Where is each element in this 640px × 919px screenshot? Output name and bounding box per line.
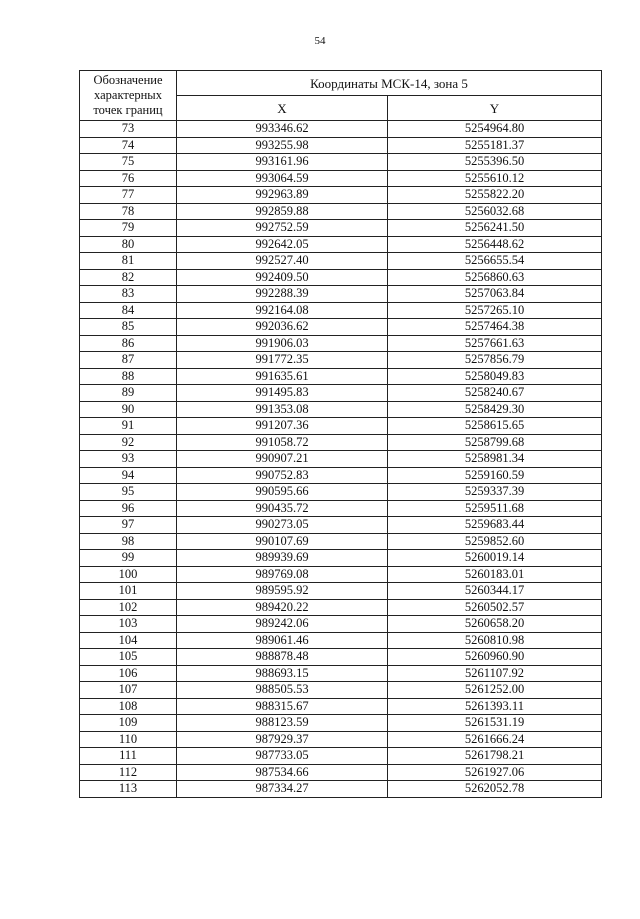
point-cell: 103 [80,616,177,633]
coordinates-table [79,70,602,798]
point-cell: 93 [80,451,177,468]
table-row [80,698,602,715]
table-row [80,616,602,633]
table-row [80,253,602,270]
point-cell: 79 [80,220,177,237]
x-coordinate-cell: 987534.66 [177,764,388,781]
point-cell: 113 [80,781,177,798]
x-coordinate-cell: 991635.61 [177,368,388,385]
point-cell: 104 [80,632,177,649]
x-coordinate-cell: 991495.83 [177,385,388,402]
table-row [80,599,602,616]
x-coordinate-cell: 993346.62 [177,121,388,138]
x-column-header: X [177,96,388,121]
x-coordinate-cell: 989420.22 [177,599,388,616]
y-coordinate-cell: 5255610.12 [388,170,602,187]
point-cell: 86 [80,335,177,352]
y-coordinate-cell: 5260960.90 [388,649,602,666]
x-coordinate-cell: 991906.03 [177,335,388,352]
y-coordinate-cell: 5261798.21 [388,748,602,765]
point-cell: 105 [80,649,177,666]
table-row [80,451,602,468]
y-coordinate-cell: 5257661.63 [388,335,602,352]
point-cell: 109 [80,715,177,732]
point-cell: 100 [80,566,177,583]
x-coordinate-cell: 993161.96 [177,154,388,171]
y-coordinate-cell: 5259160.59 [388,467,602,484]
point-cell: 97 [80,517,177,534]
table-row [80,764,602,781]
page-number: 54 [314,35,326,47]
point-cell: 110 [80,731,177,748]
table-row [80,286,602,303]
x-coordinate-cell: 991772.35 [177,352,388,369]
x-coordinate-cell: 991058.72 [177,434,388,451]
x-coordinate-cell: 992288.39 [177,286,388,303]
point-cell: 82 [80,269,177,286]
y-coordinate-cell: 5257464.38 [388,319,602,336]
x-coordinate-cell: 990435.72 [177,500,388,517]
table-row [80,566,602,583]
point-cell: 111 [80,748,177,765]
x-coordinate-cell: 992164.08 [177,302,388,319]
y-coordinate-cell: 5259337.39 [388,484,602,501]
table-row [80,302,602,319]
y-coordinate-cell: 5255396.50 [388,154,602,171]
x-coordinate-cell: 987334.27 [177,781,388,798]
table-row [80,484,602,501]
point-cell: 94 [80,467,177,484]
x-coordinate-cell: 987733.05 [177,748,388,765]
coordinates-group-header: Координаты МСК-14, зона 5 [177,71,602,96]
x-coordinate-cell: 992036.62 [177,319,388,336]
point-cell: 83 [80,286,177,303]
x-coordinate-cell: 989939.69 [177,550,388,567]
point-cell: 98 [80,533,177,550]
y-coordinate-cell: 5256032.68 [388,203,602,220]
table-row [80,170,602,187]
point-cell: 99 [80,550,177,567]
table-row [80,682,602,699]
table-row [80,533,602,550]
y-coordinate-cell: 5260183.01 [388,566,602,583]
y-coordinate-cell: 5256655.54 [388,253,602,270]
y-coordinate-cell: 5256448.62 [388,236,602,253]
table-row [80,583,602,600]
point-cell: 77 [80,187,177,204]
point-cell: 80 [80,236,177,253]
x-coordinate-cell: 992642.05 [177,236,388,253]
table-row [80,137,602,154]
point-cell: 88 [80,368,177,385]
point-cell: 85 [80,319,177,336]
table-row [80,665,602,682]
x-coordinate-cell: 992527.40 [177,253,388,270]
y-coordinate-cell: 5261927.06 [388,764,602,781]
y-coordinate-cell: 5259511.68 [388,500,602,517]
y-coordinate-cell: 5255181.37 [388,137,602,154]
y-coordinate-cell: 5261107.92 [388,665,602,682]
x-coordinate-cell: 990907.21 [177,451,388,468]
y-coordinate-cell: 5261531.19 [388,715,602,732]
table-row [80,550,602,567]
point-cell: 107 [80,682,177,699]
table-row [80,335,602,352]
y-coordinate-cell: 5257856.79 [388,352,602,369]
x-coordinate-cell: 988315.67 [177,698,388,715]
table-row [80,715,602,732]
x-coordinate-cell: 988693.15 [177,665,388,682]
x-coordinate-cell: 989595.92 [177,583,388,600]
point-cell: 112 [80,764,177,781]
point-cell: 102 [80,599,177,616]
point-cell: 89 [80,385,177,402]
y-coordinate-cell: 5258981.34 [388,451,602,468]
x-coordinate-cell: 992963.89 [177,187,388,204]
table-row [80,781,602,798]
x-coordinate-cell: 993064.59 [177,170,388,187]
x-coordinate-cell: 991207.36 [177,418,388,435]
x-coordinate-cell: 989242.06 [177,616,388,633]
point-cell: 106 [80,665,177,682]
point-cell: 76 [80,170,177,187]
x-coordinate-cell: 989061.46 [177,632,388,649]
x-coordinate-cell: 992409.50 [177,269,388,286]
y-coordinate-cell: 5261666.24 [388,731,602,748]
x-coordinate-cell: 988123.59 [177,715,388,732]
y-coordinate-cell: 5258049.83 [388,368,602,385]
table-row [80,401,602,418]
table-row [80,352,602,369]
x-coordinate-cell: 989769.08 [177,566,388,583]
x-coordinate-cell: 990273.05 [177,517,388,534]
x-coordinate-cell: 993255.98 [177,137,388,154]
point-cell: 101 [80,583,177,600]
table-row [80,121,602,138]
table-row [80,269,602,286]
y-coordinate-cell: 5261393.11 [388,698,602,715]
y-coordinate-cell: 5254964.80 [388,121,602,138]
y-coordinate-cell: 5260810.98 [388,632,602,649]
y-coordinate-cell: 5260344.17 [388,583,602,600]
table-row [80,368,602,385]
y-coordinate-cell: 5257265.10 [388,302,602,319]
table-row [80,467,602,484]
y-coordinate-cell: 5262052.78 [388,781,602,798]
table-row [80,434,602,451]
table-row [80,385,602,402]
y-coordinate-cell: 5260502.57 [388,599,602,616]
x-coordinate-cell: 987929.37 [177,731,388,748]
y-coordinate-cell: 5258429.30 [388,401,602,418]
y-coordinate-cell: 5260019.14 [388,550,602,567]
x-coordinate-cell: 990107.69 [177,533,388,550]
x-coordinate-cell: 991353.08 [177,401,388,418]
x-coordinate-cell: 988505.53 [177,682,388,699]
y-coordinate-cell: 5255822.20 [388,187,602,204]
table-row [80,649,602,666]
point-cell: 78 [80,203,177,220]
table-row [80,632,602,649]
y-coordinate-cell: 5259683.44 [388,517,602,534]
point-cell: 84 [80,302,177,319]
y-coordinate-cell: 5260658.20 [388,616,602,633]
x-coordinate-cell: 990595.66 [177,484,388,501]
point-cell: 87 [80,352,177,369]
point-cell: 96 [80,500,177,517]
table-row [80,731,602,748]
point-cell: 73 [80,121,177,138]
y-column-header: Y [388,96,602,121]
table-row [80,517,602,534]
point-cell: 92 [80,434,177,451]
point-cell: 108 [80,698,177,715]
table-row [80,187,602,204]
coordinates-body [80,121,602,798]
point-cell: 91 [80,418,177,435]
table-row [80,500,602,517]
point-cell: 74 [80,137,177,154]
point-cell: 75 [80,154,177,171]
x-coordinate-cell: 990752.83 [177,467,388,484]
point-cell: 81 [80,253,177,270]
table-row [80,236,602,253]
y-coordinate-cell: 5256241.50 [388,220,602,237]
y-coordinate-cell: 5258615.65 [388,418,602,435]
y-coordinate-cell: 5256860.63 [388,269,602,286]
y-coordinate-cell: 5258799.68 [388,434,602,451]
point-cell: 95 [80,484,177,501]
y-coordinate-cell: 5261252.00 [388,682,602,699]
x-coordinate-cell: 988878.48 [177,649,388,666]
point-label-header: Обозначение характерных точек границ [80,71,177,121]
table-row [80,748,602,765]
y-coordinate-cell: 5259852.60 [388,533,602,550]
x-coordinate-cell: 992859.88 [177,203,388,220]
y-coordinate-cell: 5257063.84 [388,286,602,303]
table-row [80,154,602,171]
table-row [80,220,602,237]
table-row [80,203,602,220]
point-cell: 90 [80,401,177,418]
x-coordinate-cell: 992752.59 [177,220,388,237]
table-row [80,319,602,336]
y-coordinate-cell: 5258240.67 [388,385,602,402]
table-row [80,418,602,435]
